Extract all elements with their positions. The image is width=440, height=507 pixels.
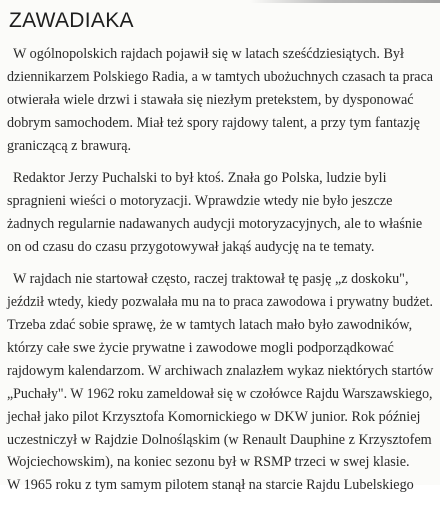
text-line: jeździł wtedy, kiedy pozwalała mu na to praca zawodowa i prywatny budżet. (7, 294, 433, 311)
text-line: którzy całe swe życie prywatne i zawodowe mogli podporządkować (7, 339, 394, 356)
text-line: uczestniczył w Rajdzie Dolnośląskim (w Renault Dauphine z Krzysztofem (7, 431, 432, 448)
text-line: Trzeba zdać sobie sprawę, że w tamtych latach mało było zawodników, (7, 316, 413, 333)
text-line: dziennikarzem Polskiego Radia, a w tamtych ubożuchnych czasach ta praca (7, 68, 433, 85)
chapter-title: ZAWADIAKA (9, 9, 134, 32)
text-line: W rajdach nie startował często, raczej traktował tę pasję „z doskoku", (13, 271, 409, 288)
text-line: żadnych regularnie nadawanych audycji motoryzacyjnych, ale to właśnie (7, 215, 423, 232)
text-line: Redaktor Jerzy Puchalski to był ktoś. Znała go Polska, ludzie byli (13, 170, 387, 187)
paragraph-1 (7, 43, 433, 158)
page-edge-shadow (250, 0, 440, 3)
text-line: W 1965 roku z tym samym pilotem stanął na starcie Rajdu Lubelskiego (7, 477, 414, 494)
text-line: rajdowym kalendarzom. W archiwach znalazłem wykaz niektórych startów (7, 362, 434, 379)
text-line: dobrym samochodem. Miał też spory rajdowy talent, a przy tym fantazję (7, 114, 420, 131)
paragraph-2 (7, 167, 433, 259)
text-line: graniczącą z brawurą. (7, 137, 132, 154)
text-line: spragnieni wieści o motoryzacji. Wprawdzie wtedy nie było jeszcze (7, 192, 393, 209)
text-line: jechał jako pilot Krzysztofa Komornickiego w DKW junior. Rok później (7, 408, 421, 425)
text-line: Wojciechowskim), na koniec sezonu był w RSMP trzeci w swej klasie. (7, 454, 410, 471)
text-line: W ogólnopolskich rajdach pojawił się w latach sześćdziesiątych. Był (13, 46, 404, 62)
text-line: on od czasu do czasu przygotowywał jakąś audycję na te tematy. (7, 238, 375, 255)
text-line: „Puchały". W 1962 roku zameldował się w czołówce Rajdu Warszawskiego, (7, 385, 433, 402)
text-line: otwierała wiele drzwi i stawała się niezłym pretekstem, by dysponować (7, 91, 414, 108)
paragraph-3 (7, 268, 433, 497)
body-text (7, 43, 433, 507)
